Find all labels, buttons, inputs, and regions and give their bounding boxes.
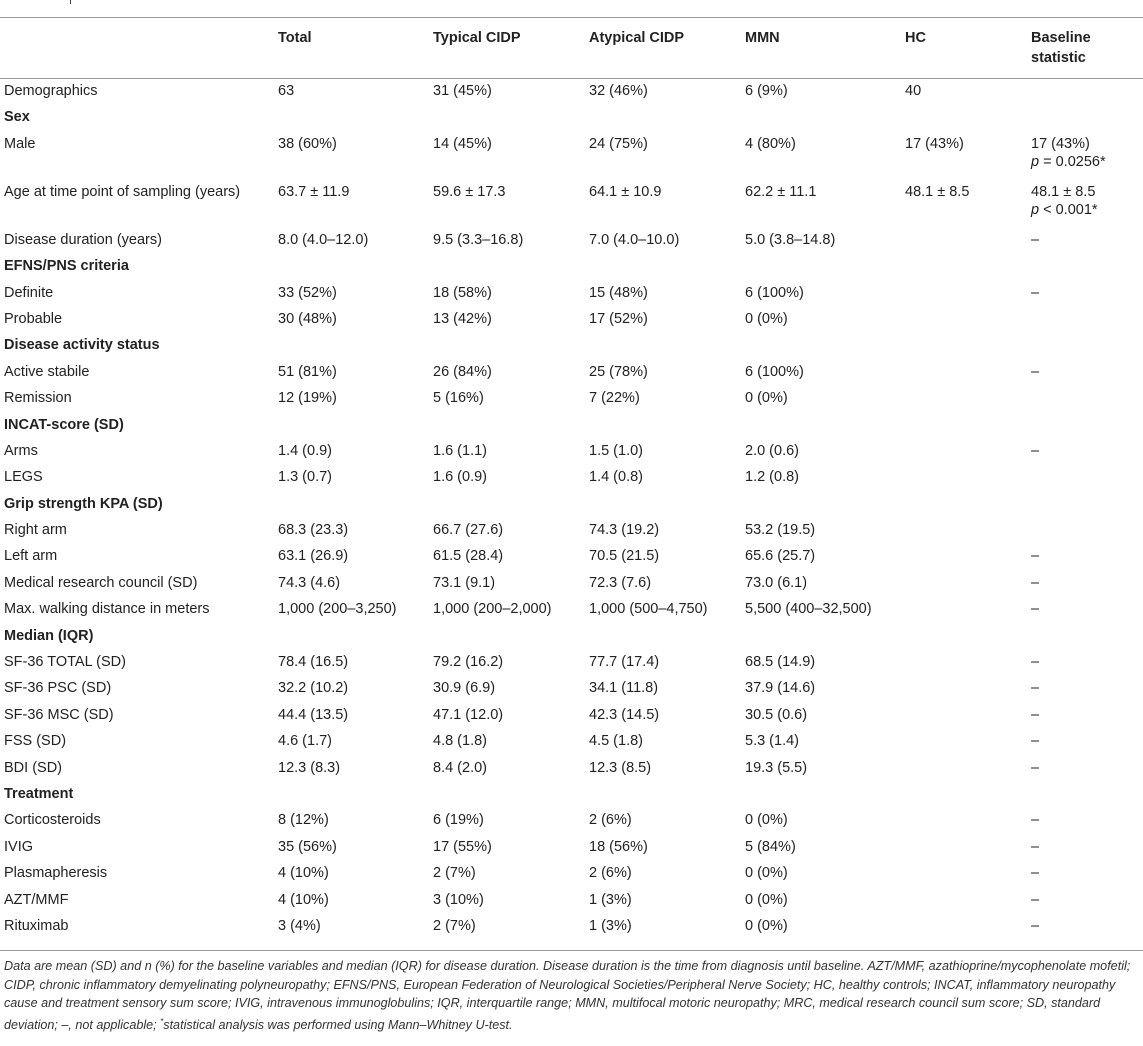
table-cell [905, 412, 1031, 438]
table-cell [905, 702, 1031, 728]
table-cell: 12.3 (8.3) [278, 759, 341, 776]
table-cell [905, 385, 1031, 411]
table-cell: 61.5 (28.4) [433, 548, 504, 565]
row-label: AZT/MMF [4, 891, 69, 908]
section-header-row [0, 104, 1143, 130]
table-cell: – [1031, 891, 1040, 908]
table-row [0, 464, 1143, 490]
table-row [0, 807, 1143, 833]
table-cell: 1.4 (0.9) [278, 442, 332, 459]
table-cell: 5 (84%) [745, 838, 796, 855]
table-cell [589, 623, 745, 649]
table-cell: 0 (0%) [745, 891, 788, 908]
table-cell [1031, 104, 1143, 130]
row-label: Remission [4, 390, 72, 407]
table-cell [905, 860, 1031, 886]
table-footnote [4, 957, 1140, 1034]
table-cell [745, 412, 905, 438]
table-cell: – [1031, 548, 1040, 565]
table-cell: – [1031, 812, 1040, 829]
table-cell: 38 (60%) [278, 135, 337, 152]
table-cell: 32 (46%) [589, 83, 648, 99]
row-label: Disease duration (years) [4, 231, 162, 248]
table-cell: 65.6 (25.7) [745, 548, 816, 565]
table-cell [905, 359, 1031, 385]
table-cell [905, 807, 1031, 833]
table-cell [905, 464, 1031, 490]
table-cell: 68.5 (14.9) [745, 654, 816, 671]
table-cell: 1.6 (0.9) [433, 469, 487, 486]
table-cell: 5,500 (400–32,500) [745, 601, 872, 618]
table-cell [745, 491, 905, 517]
table-cell [433, 491, 589, 517]
table-cell [1031, 78, 1143, 104]
table-row [0, 596, 1143, 622]
table-cell: 12 (19%) [278, 390, 337, 407]
row-label: Max. walking distance in meters [4, 601, 210, 618]
table-cell: 2 (7%) [433, 917, 476, 934]
table-cell: 72.3 (7.6) [589, 574, 652, 591]
table-cell [905, 755, 1031, 781]
table-cell: 6 (100%) [745, 363, 804, 380]
table-cell: 31 (45%) [433, 83, 492, 99]
row-label: Probable [4, 310, 63, 327]
p-symbol: p [1031, 201, 1040, 218]
table-cell [745, 253, 905, 279]
table-cell: 70.5 (21.5) [589, 548, 660, 565]
table-cell [905, 675, 1031, 701]
table-cell [1031, 623, 1143, 649]
row-label: SF-36 TOTAL (SD) [4, 654, 126, 671]
table-cell: – [1031, 838, 1040, 855]
footnote-text: Data are mean (SD) and n (%) for the baseline variables and median (IQR) for disease duration. Disease duration is the time from diagnosis until baseline. AZT/MMF, azathioprine/mycophenolate mofetil; CIDP, chronic inflammatory demyelinating polyneuropathy; EFNS/PNS, European Federation of Neurological Societies/Peripheral Nerve Society; HC, healthy controls; INCAT, inflammatory neuropathy cause and treatment sensory sum score; IVIG, intravenous immunoglobulins; IQR, interquartile range; MMN, multifocal motoric neuropathy; MRC, medical research council sum score; SD, standard deviation; –, not applicable; [4, 959, 1131, 1032]
table-cell: 37.9 (14.6) [745, 680, 816, 697]
table-cell: 25 (78%) [589, 363, 648, 380]
table-cell [433, 253, 589, 279]
table-cell: 3 (10%) [433, 891, 484, 908]
table-cell: 73.0 (6.1) [745, 574, 808, 591]
table-cell: 6 (100%) [745, 284, 804, 301]
stat-p-value [1031, 153, 1143, 171]
table-cell [589, 491, 745, 517]
table-cell: 74.3 (19.2) [589, 522, 660, 539]
table-cell: – [1031, 759, 1040, 776]
table-cell [905, 570, 1031, 596]
table-row [0, 570, 1143, 596]
table-cell: 26 (84%) [433, 363, 492, 380]
table-cell: 24 (75%) [589, 135, 648, 152]
section-label: Sex [4, 109, 30, 126]
table-cell: 34.1 (11.8) [589, 680, 659, 697]
table-row [0, 887, 1143, 913]
table-cell [905, 104, 1031, 130]
table-cell [278, 781, 433, 807]
p-value-text: = 0.0256* [1039, 153, 1106, 170]
table-cell: 2 (6%) [589, 812, 632, 829]
table-cell [1031, 464, 1143, 490]
table-cell: 18 (56%) [589, 838, 648, 855]
baseline-statistic-cell [1031, 179, 1143, 227]
table-cell: 17 (43%) [905, 135, 964, 152]
table-cell: 2 (6%) [589, 865, 632, 882]
row-label: BDI (SD) [4, 759, 62, 776]
table-cell [1031, 517, 1143, 543]
table-header [0, 0, 1143, 78]
table-cell: 4 (10%) [278, 891, 329, 908]
table-row [0, 543, 1143, 569]
table-cell: 8 (12%) [278, 812, 329, 829]
table-header-row [0, 0, 1143, 78]
table-cell: – [1031, 574, 1040, 591]
table-cell: – [1031, 865, 1040, 882]
table-cell: 62.2 ± 11.1 [745, 183, 817, 200]
table-cell [905, 438, 1031, 464]
table-row [0, 860, 1143, 886]
row-label: Arms [4, 442, 38, 459]
table-cell [745, 781, 905, 807]
table-row [0, 359, 1143, 385]
row-label: Right arm [4, 522, 67, 539]
table-row [0, 78, 1143, 104]
table-body [0, 78, 1143, 939]
table-cell: 4.8 (1.8) [433, 733, 487, 750]
row-label: IVIG [4, 838, 34, 855]
table-cell: 7.0 (4.0–10.0) [589, 231, 680, 248]
table-cell [433, 104, 589, 130]
table-cell [745, 332, 905, 358]
table-row [0, 913, 1143, 939]
table-cell: 53.2 (19.5) [745, 522, 816, 539]
table-cell: 66.7 (27.6) [433, 522, 504, 539]
table-cell [589, 781, 745, 807]
footnote-tail: statistical analysis was performed using Mann–Whitney U-test. [163, 1017, 513, 1032]
column-header-1: Total [278, 30, 312, 46]
table-cell [1031, 781, 1143, 807]
table-cell: 4 (80%) [745, 135, 796, 152]
table-cell [1031, 253, 1143, 279]
table-row [0, 280, 1143, 306]
row-label: Corticosteroids [4, 812, 101, 829]
table-cell [1031, 491, 1143, 517]
table-cell: 47.1 (12.0) [433, 706, 504, 723]
table-cell: 1.2 (0.8) [745, 469, 799, 486]
table-cell: – [1031, 706, 1040, 723]
table-cell: – [1031, 601, 1040, 618]
table-row [0, 702, 1143, 728]
table-cell: 5 (16%) [433, 390, 484, 407]
column-header-6: Baseline statistic [1031, 30, 1091, 66]
section-label: Median (IQR) [4, 627, 94, 644]
table-cell: 8.4 (2.0) [433, 759, 487, 776]
table-row [0, 131, 1143, 179]
table-cell [433, 412, 589, 438]
row-label: Age at time point of sampling (years) [4, 183, 241, 200]
table-cell: 19.3 (5.5) [745, 759, 808, 776]
table-cell: 30.5 (0.6) [745, 706, 808, 723]
table-cell: 0 (0%) [745, 865, 788, 882]
table-cell [589, 412, 745, 438]
table-cell: 4.5 (1.8) [589, 733, 643, 750]
table-cell: – [1031, 363, 1040, 380]
table-cell: 63.1 (26.9) [278, 548, 349, 565]
table-cell: 1,000 (200–3,250) [278, 601, 397, 618]
table-cell: 2.0 (0.6) [745, 442, 799, 459]
table-cell: 40 [905, 83, 922, 99]
table-row [0, 675, 1143, 701]
table-cell: 35 (56%) [278, 838, 337, 855]
row-label: Active stabile [4, 363, 90, 380]
table-cell: 15 (48%) [589, 284, 648, 301]
table-cell: – [1031, 442, 1040, 459]
table-cell: – [1031, 917, 1040, 934]
row-label: Rituximab [4, 917, 69, 934]
table-cell [905, 913, 1031, 939]
table-cell: 0 (0%) [745, 390, 788, 407]
table-cell [433, 623, 589, 649]
table-row [0, 438, 1143, 464]
table-cell: – [1031, 654, 1040, 671]
row-label: Demographics [4, 83, 98, 99]
stat-p-value [1031, 201, 1143, 219]
column-header-0 [0, 0, 278, 78]
table-cell [905, 623, 1031, 649]
section-label: INCAT-score (SD) [4, 416, 124, 433]
section-header-row [0, 781, 1143, 807]
table-cell: – [1031, 680, 1040, 697]
table-cell [905, 253, 1031, 279]
table-cell: 1 (3%) [589, 917, 632, 934]
table-row [0, 179, 1143, 227]
table-cell: 74.3 (4.6) [278, 574, 341, 591]
table-row [0, 834, 1143, 860]
section-header-row [0, 332, 1143, 358]
table-cell [278, 412, 433, 438]
row-label: LEGS [4, 469, 43, 486]
row-label: Left arm [4, 548, 58, 565]
table-cell [589, 253, 745, 279]
table-cell [278, 491, 433, 517]
section-label: Grip strength KPA (SD) [4, 495, 163, 512]
table-cell: 14 (45%) [433, 135, 492, 152]
table-cell: 18 (58%) [433, 284, 492, 301]
table-cell [1031, 332, 1143, 358]
table-cell [1031, 385, 1143, 411]
table-cell [905, 306, 1031, 332]
table-cell [905, 332, 1031, 358]
section-header-row [0, 491, 1143, 517]
table-cell [905, 596, 1031, 622]
column-header-2: Typical CIDP [433, 30, 521, 46]
table-row [0, 227, 1143, 253]
table-cell: 6 (19%) [433, 812, 484, 829]
table-cell: 17 (55%) [433, 838, 492, 855]
section-header-row [0, 412, 1143, 438]
table-cell: 1 (3%) [589, 891, 632, 908]
table-cell [745, 104, 905, 130]
row-label: SF-36 MSC (SD) [4, 706, 114, 723]
row-label: Medical research council (SD) [4, 574, 198, 591]
table-cell: 8.0 (4.0–12.0) [278, 231, 369, 248]
table-cell: 17 (52%) [589, 310, 648, 327]
section-header-row [0, 253, 1143, 279]
table-cell: 3 (4%) [278, 917, 321, 934]
table-cell [1031, 306, 1143, 332]
table-cell: 59.6 ± 17.3 [433, 183, 506, 200]
table-cell [433, 332, 589, 358]
table-cell: 1.3 (0.7) [278, 469, 332, 486]
baseline-statistic-cell [1031, 131, 1143, 179]
row-label: Plasmapheresis [4, 865, 108, 882]
table-cell: 48.1 ± 8.5 [905, 183, 970, 200]
table-cell: – [1031, 284, 1040, 301]
table-cell [1031, 412, 1143, 438]
table-cell: 78.4 (16.5) [278, 654, 349, 671]
table-cell [278, 104, 433, 130]
table-cell [905, 728, 1031, 754]
table-cell: 2 (7%) [433, 865, 476, 882]
table-cell [278, 332, 433, 358]
table-cell: 5.3 (1.4) [745, 733, 799, 750]
table-cell [905, 543, 1031, 569]
table-cell: 0 (0%) [745, 917, 788, 934]
table-cell: 7 (22%) [589, 390, 640, 407]
table-bottom-rule [0, 950, 1143, 951]
table-cell [905, 517, 1031, 543]
column-header-5: HC [905, 30, 926, 46]
table-cell: 73.1 (9.1) [433, 574, 496, 591]
stat-value: 48.1 ± 8.5 [1031, 183, 1096, 200]
table-cell [905, 834, 1031, 860]
row-label: SF-36 PSC (SD) [4, 680, 112, 697]
table-cell [905, 491, 1031, 517]
table-cell: 63 [278, 83, 295, 99]
table-cell: 5.0 (3.8–14.8) [745, 231, 836, 248]
column-header-3: Atypical CIDP [589, 30, 685, 46]
table-cell: 77.7 (17.4) [589, 654, 660, 671]
table-cell [905, 227, 1031, 253]
table-cell: 1.4 (0.8) [589, 469, 643, 486]
table-cell: 30.9 (6.9) [433, 680, 496, 697]
footnote-marker: * [160, 1016, 164, 1026]
row-label: Definite [4, 284, 54, 301]
table-cell: 79.2 (16.2) [433, 654, 504, 671]
section-header-row [0, 623, 1143, 649]
table-cell: – [1031, 733, 1040, 750]
table-cell [433, 781, 589, 807]
section-label: Disease activity status [4, 337, 160, 354]
table-cell [278, 253, 433, 279]
table-row [0, 517, 1143, 543]
stat-value: 17 (43%) [1031, 135, 1090, 152]
table-cell: – [1031, 231, 1040, 248]
table-cell [905, 280, 1031, 306]
table-cell [905, 781, 1031, 807]
table-row [0, 385, 1143, 411]
row-label: Male [4, 135, 36, 152]
table-row [0, 649, 1143, 675]
table-cell: 0 (0%) [745, 310, 788, 327]
table-cell: 4.6 (1.7) [278, 733, 332, 750]
table-cell: 1.5 (1.0) [589, 442, 643, 459]
table-cell: 1,000 (200–2,000) [433, 601, 552, 618]
table-row [0, 728, 1143, 754]
table-cell: 13 (42%) [433, 310, 492, 327]
table-cell: 9.5 (3.3–16.8) [433, 231, 524, 248]
table-cell: 68.3 (23.3) [278, 522, 349, 539]
table-cell [589, 104, 745, 130]
section-label: Treatment [4, 785, 74, 802]
row-label: FSS (SD) [4, 733, 67, 750]
table-cell: 1,000 (500–4,750) [589, 601, 708, 618]
table-cell [905, 649, 1031, 675]
table-cell: 51 (81%) [278, 363, 337, 380]
table-row [0, 755, 1143, 781]
table-cell: 42.3 (14.5) [589, 706, 660, 723]
p-symbol: p [1031, 153, 1040, 170]
table-cell: 30 (48%) [278, 310, 337, 327]
table-cell: 63.7 ± 11.9 [278, 183, 350, 200]
table-cell: 0 (0%) [745, 812, 788, 829]
table-cell [745, 623, 905, 649]
table-cell: 6 (9%) [745, 83, 788, 99]
table-cell: 44.4 (13.5) [278, 706, 349, 723]
section-label: EFNS/PNS criteria [4, 258, 129, 275]
table-cell: 33 (52%) [278, 284, 337, 301]
table-cell [589, 332, 745, 358]
table-cell: 4 (10%) [278, 865, 329, 882]
table-cell [905, 887, 1031, 913]
table-cell: 64.1 ± 10.9 [589, 183, 662, 200]
table-cell: 12.3 (8.5) [589, 759, 652, 776]
table-cell [278, 623, 433, 649]
column-header-4: MMN [745, 30, 780, 46]
table-row [0, 306, 1143, 332]
table-cell: 32.2 (10.2) [278, 680, 349, 697]
p-value-text: < 0.001* [1039, 201, 1098, 218]
table-cell: 1.6 (1.1) [433, 442, 487, 459]
